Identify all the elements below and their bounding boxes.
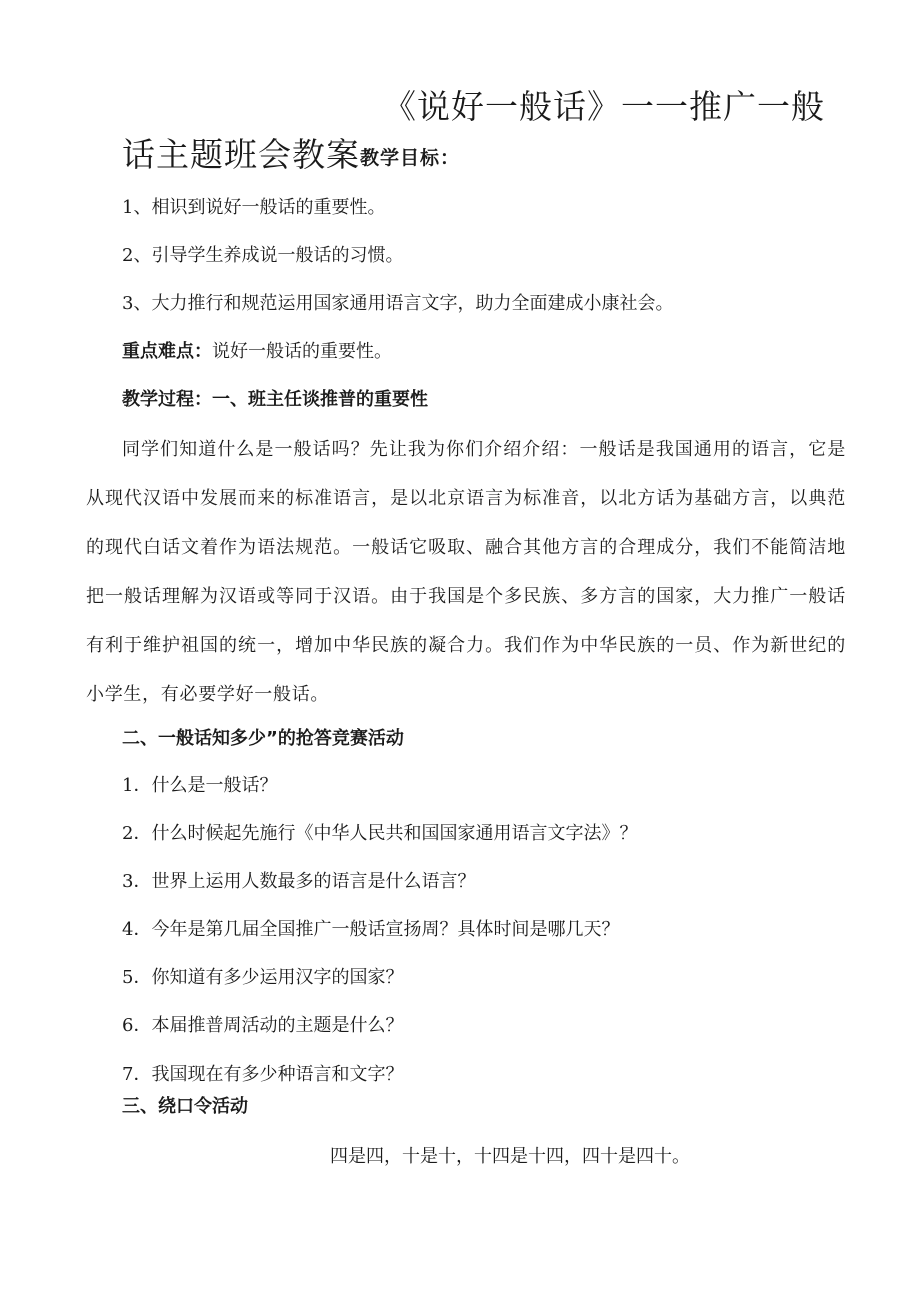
document-title-line-2 [122,134,460,179]
tongue-twister-text: 四是四，十是十，十四是十四，四十是四十。 [330,1146,690,1167]
objectives-heading: 教学目标： [360,147,461,169]
quiz-question-3: 3．世界上运用人数最多的语言是什么语言？ [122,871,476,892]
objective-3: 3、大力推行和规范运用国家通用语言文字，助力全面建成小康社会。 [122,293,674,314]
key-points [122,340,392,364]
tongue-twister-heading: 三、绕口令活动 [122,1096,248,1117]
key-points-label: 重点难点： [122,341,212,362]
objective-1: 1、相识到说好一般话的重要性。 [122,197,386,218]
process-heading: 教学过程：一、班主任谈推普的重要性 [122,389,428,410]
objective-2: 2、引导学生养成说一般话的习惯。 [122,245,404,266]
key-points-text: 说好一般话的重要性。 [212,341,392,362]
quiz-question-2: 2．什么时候起先施行《中华人民共和国国家通用语言文字法》？ [122,823,638,844]
quiz-question-6: 6．本届推普周活动的主题是什么？ [122,1015,404,1036]
document-title-line-1: 《说好一般话》一一推广一般 [383,87,825,126]
quiz-question-7: 7．我国现在有多少种语言和文字？ [122,1064,404,1085]
quiz-question-1: 1．什么是一般话？ [122,775,278,796]
document-title-continuation: 话主题班会教案 [122,135,360,174]
quiz-question-5: 5．你知道有多少运用汉字的国家？ [122,967,404,988]
process-paragraph: 同学们知道什么是一般话吗？先让我为你们介绍介绍：一般话是我国通用的语言，它是从现代汉语中发展而来的标准语言，是以北京语言为标准音，以北方话为基础方言，以典范的现代白话文着作为语法规范。一般话它吸取、融合其他方言的合理成分，我们不能简洁地把一般话理解为汉语或等同于汉语。由于我国是个多民族、多方言的国家，大力推广一般话有利于维护祖国的统一，增加中华民族的凝合力。我们作为中华民族的一员、作为新世纪的小学生，有必要学好一般话。 [86,439,846,705]
quiz-question-4: 4．今年是第几届全国推广一般话宣扬周？具体时间是哪几天？ [122,919,620,940]
quiz-heading: 二、一般话知多少”的抢答竞赛活动 [122,728,404,749]
